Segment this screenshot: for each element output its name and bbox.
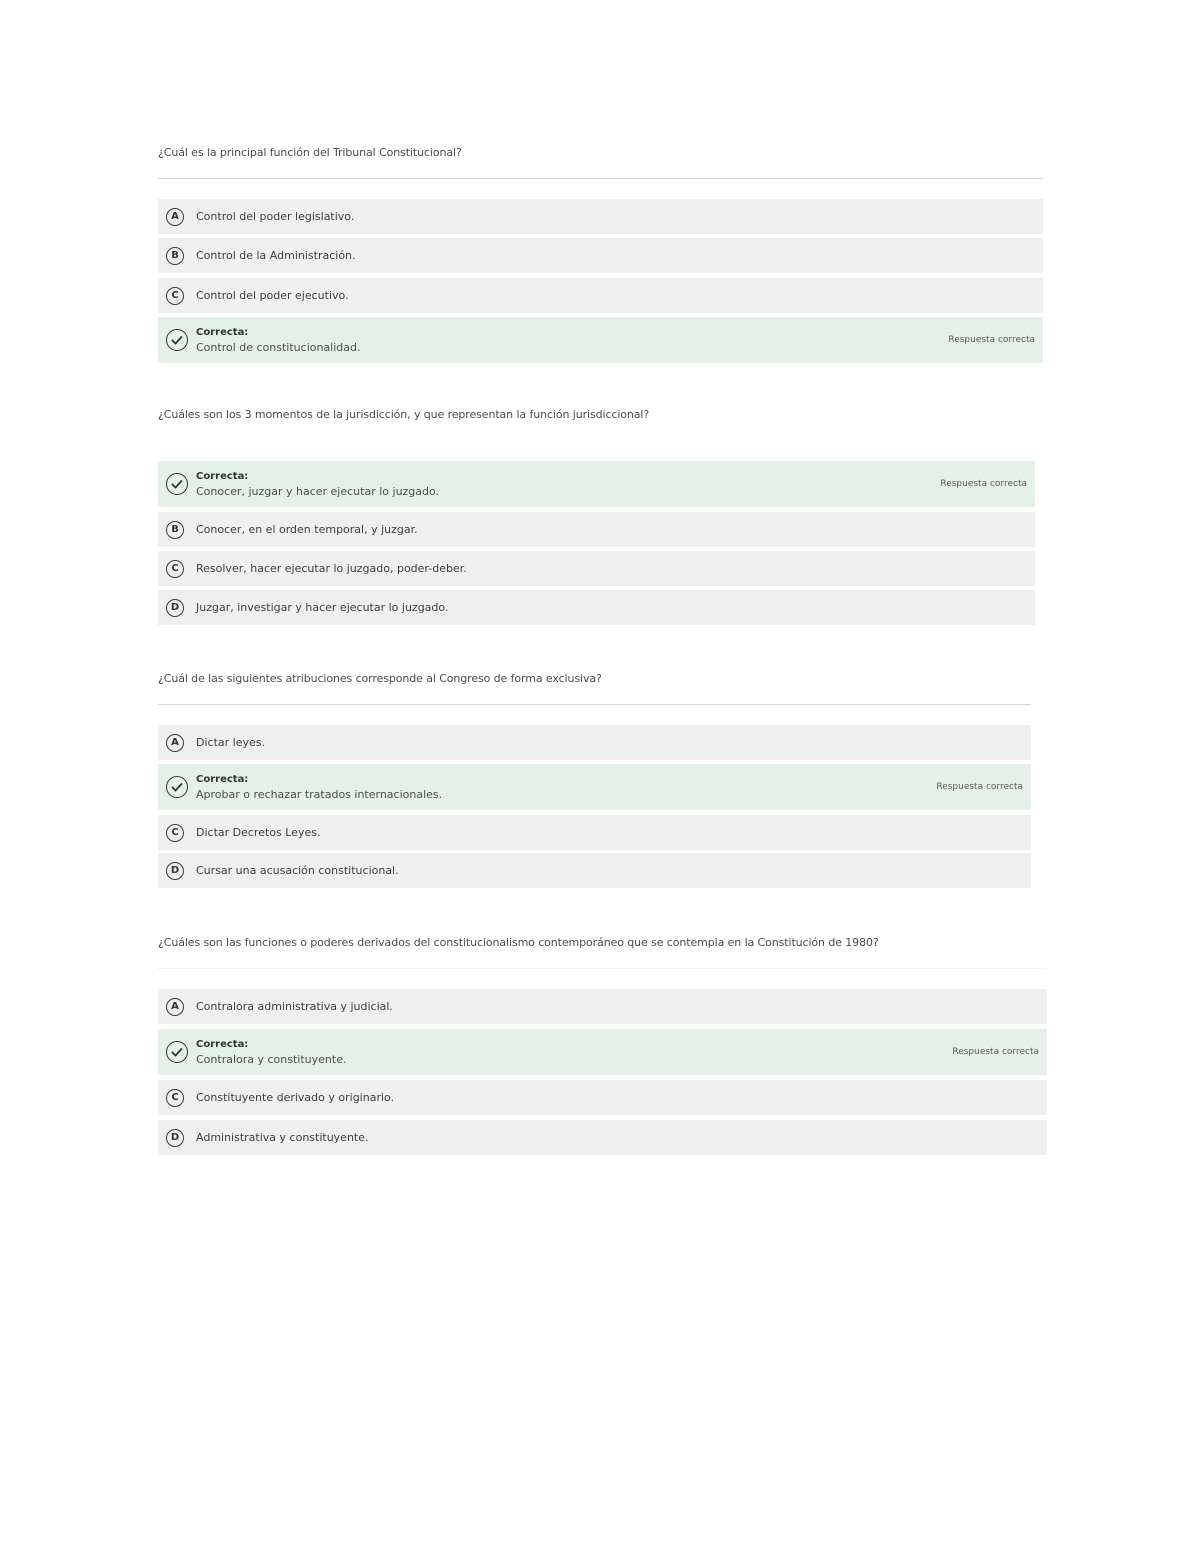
option-a[interactable] (158, 199, 1043, 234)
option-correct[interactable] (158, 317, 1043, 363)
correct-answer (196, 1037, 346, 1067)
option-letter-d-icon: D (166, 1129, 184, 1147)
option-text: Juzgar, investigar y hacer ejecutar lo juzgado. (196, 601, 449, 614)
check-circle-icon (166, 473, 188, 495)
option-text: Constituyente derivado y originario. (196, 1091, 395, 1104)
option-b[interactable] (158, 512, 1035, 547)
check-circle-icon (166, 1041, 188, 1063)
correct-label: Correcta: (196, 327, 249, 338)
option-letter-d-icon: D (166, 599, 184, 617)
question-divider (158, 704, 1031, 705)
option-letter-b-icon: B (166, 521, 184, 539)
feedback-text: Respuesta correcta (948, 335, 1035, 345)
option-c[interactable] (158, 278, 1043, 313)
option-c[interactable] (158, 1080, 1047, 1115)
option-text: Administrativa y constituyente. (196, 1131, 369, 1144)
option-b[interactable] (158, 238, 1043, 273)
question-2 (158, 406, 1035, 628)
question-title: ¿Cuáles son los 3 momentos de la jurisdicción, y que representan la función jurisdiccional? (158, 408, 650, 421)
option-letter-c-icon: C (166, 287, 184, 305)
option-a[interactable] (158, 725, 1031, 760)
correct-label: Correcta: (196, 774, 249, 785)
option-text: Contralora administrativa y judicial. (196, 1000, 393, 1013)
option-correct[interactable] (158, 764, 1031, 810)
option-text: Dictar leyes. (196, 736, 265, 749)
option-text: Cursar una acusación constitucional. (196, 864, 399, 877)
correct-answer (196, 772, 442, 802)
option-letter-b-icon: B (166, 247, 184, 265)
option-d[interactable] (158, 590, 1035, 625)
option-a[interactable] (158, 989, 1047, 1024)
option-letter-c-icon: C (166, 1089, 184, 1107)
option-letter-a-icon: A (166, 734, 184, 752)
option-c[interactable] (158, 815, 1031, 850)
question-4 (158, 934, 1047, 1156)
option-letter-c-icon: C (166, 824, 184, 842)
option-text: Control del poder legislativo. (196, 210, 355, 223)
option-correct[interactable] (158, 1029, 1047, 1075)
question-divider (158, 968, 1047, 969)
option-text: Conocer, en el orden temporal, y juzgar. (196, 523, 418, 536)
option-text: Dictar Decretos Leyes. (196, 826, 321, 839)
question-divider (158, 178, 1043, 179)
feedback-text: Respuesta correcta (936, 782, 1023, 792)
feedback-text: Respuesta correcta (952, 1047, 1039, 1057)
option-text: Contralora y constituyente. (196, 1053, 347, 1066)
feedback-text: Respuesta correcta (940, 479, 1027, 489)
question-1 (158, 144, 1043, 366)
correct-label: Correcta: (196, 1039, 249, 1050)
option-letter-a-icon: A (166, 998, 184, 1016)
correct-label: Correcta: (196, 471, 249, 482)
correct-answer (196, 469, 439, 499)
option-correct[interactable] (158, 461, 1035, 507)
option-text: Aprobar o rechazar tratados internacionales. (196, 788, 443, 801)
correct-answer (196, 325, 361, 355)
option-text: Resolver, hacer ejecutar lo juzgado, poder-deber. (196, 562, 467, 575)
option-text: Control de la Administración. (196, 249, 356, 262)
option-letter-c-icon: C (166, 560, 184, 578)
option-c[interactable] (158, 551, 1035, 586)
option-text: Control del poder ejecutivo. (196, 289, 349, 302)
check-circle-icon (166, 776, 188, 798)
option-letter-a-icon: A (166, 208, 184, 226)
option-text: Control de constitucionalidad. (196, 341, 361, 354)
option-d[interactable] (158, 1120, 1047, 1155)
question-3 (158, 670, 1031, 892)
option-letter-d-icon: D (166, 862, 184, 880)
option-d[interactable] (158, 853, 1031, 888)
question-title: ¿Cuál es la principal función del Tribunal Constitucional? (158, 146, 462, 159)
check-circle-icon (166, 329, 188, 351)
question-title: ¿Cuáles son las funciones o poderes derivados del constitucionalismo contemporáneo que se contempla en la Constitución de 1980? (158, 936, 879, 949)
question-title: ¿Cuál de las siguientes atribuciones corresponde al Congreso de forma exclusiva? (158, 672, 602, 685)
option-text: Conocer, juzgar y hacer ejecutar lo juzgado. (196, 485, 440, 498)
